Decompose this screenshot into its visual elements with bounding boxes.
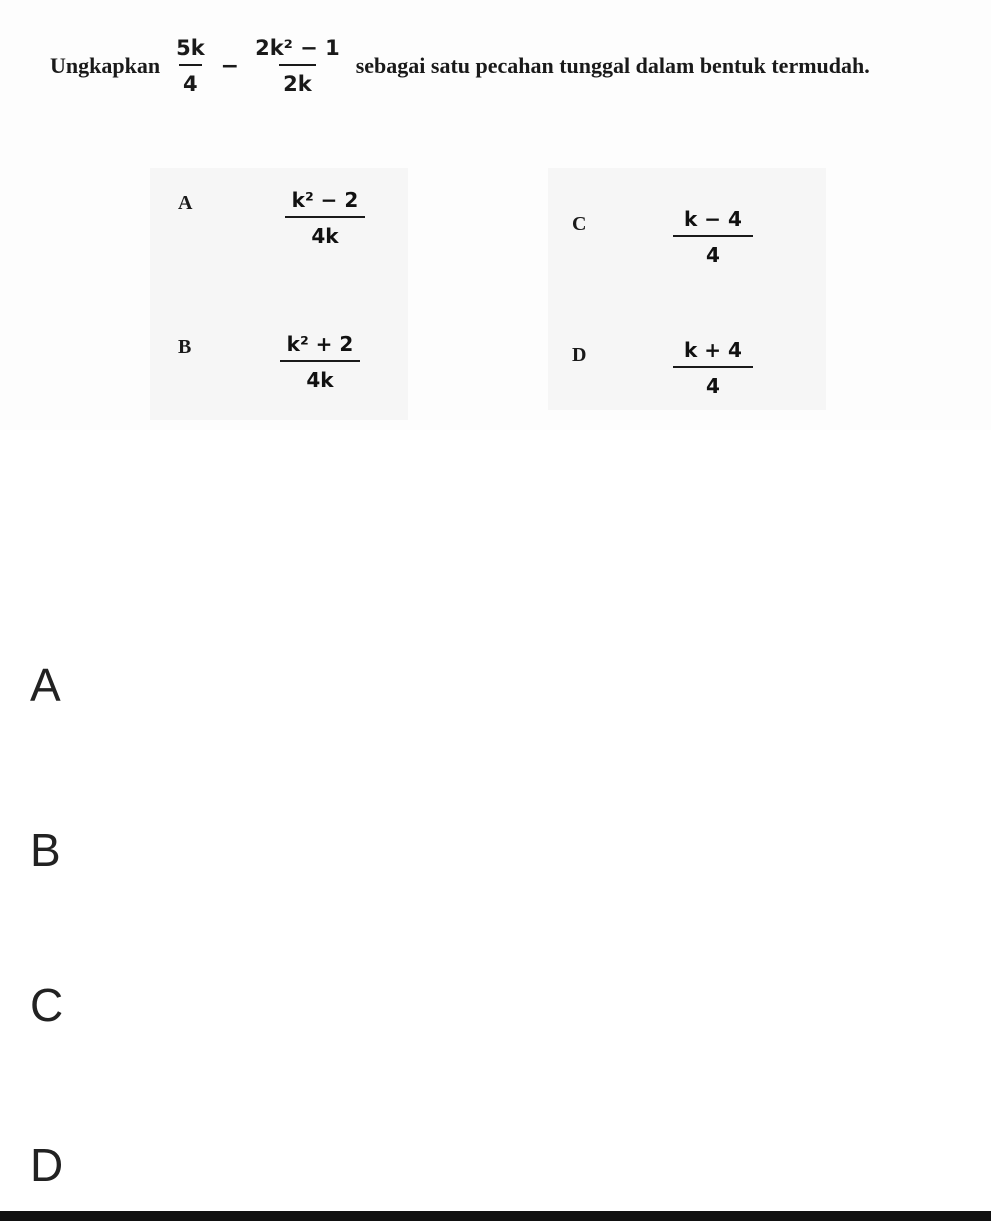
answer-option-b[interactable]: B xyxy=(30,824,61,876)
fraction-denominator: 4 xyxy=(179,64,202,96)
option-c-fraction xyxy=(673,207,753,267)
question-prefix: Ungkapkan xyxy=(50,53,161,78)
question-image xyxy=(0,0,991,430)
option-c-denominator: 4 xyxy=(673,235,753,267)
minus-operator: − xyxy=(220,53,240,79)
question-text xyxy=(50,26,870,106)
option-d-numerator: k + 4 xyxy=(684,338,742,362)
option-c-letter: C xyxy=(572,213,587,235)
answer-option-a[interactable]: A xyxy=(30,659,61,711)
bottom-bar xyxy=(0,1211,991,1221)
option-a-numerator: k² − 2 xyxy=(291,188,359,212)
fraction-numerator: 5k xyxy=(176,36,205,60)
option-a-letter: A xyxy=(178,192,193,214)
fraction-numerator: 2k² − 1 xyxy=(255,36,340,60)
option-c-numerator: k − 4 xyxy=(684,207,742,231)
option-d-letter: D xyxy=(572,344,587,366)
fraction-2k2-minus-1-over-2k xyxy=(251,36,344,96)
option-d-fraction xyxy=(673,338,753,398)
option-a-fraction xyxy=(285,188,365,248)
fraction-5k-over-4 xyxy=(172,36,209,96)
option-d-denominator: 4 xyxy=(673,366,753,398)
option-b-fraction xyxy=(280,332,360,392)
option-b-letter: B xyxy=(178,336,192,358)
option-a-denominator: 4k xyxy=(285,216,365,248)
answer-option-d[interactable]: D xyxy=(30,1139,64,1191)
question-suffix: sebagai satu pecahan tunggal dalam bentuk termudah. xyxy=(355,53,870,78)
answer-option-c[interactable]: C xyxy=(30,979,64,1031)
fraction-denominator: 2k xyxy=(279,64,316,96)
option-b-denominator: 4k xyxy=(280,360,360,392)
option-b-numerator: k² + 2 xyxy=(286,332,354,356)
